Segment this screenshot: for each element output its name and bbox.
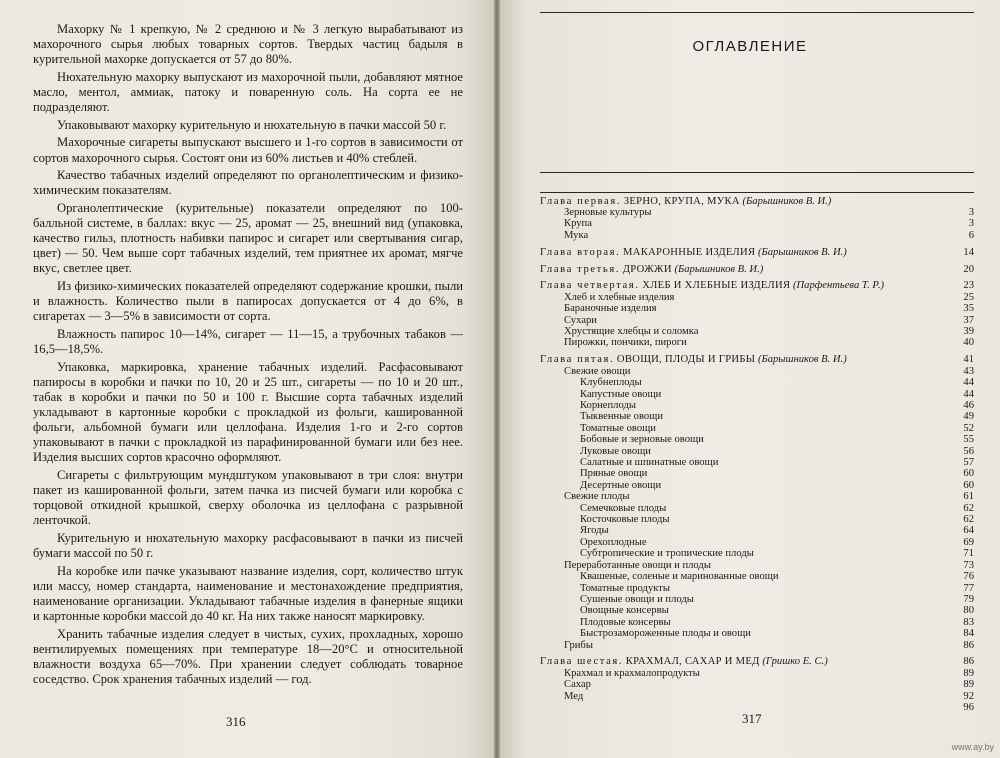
body-paragraph: Органолептические (курительные) показатели определяют по 100-балльной системе, в баллах: вкус — 25, аромат — 25, внешний вид (упаковка, качество гильз, плотность набивки папирос и сигарет или свертывания сигар, цвет) — 50. Чем выше сорт табачных изделий, тем приятнее их аромат, мягче вкус, светлее цвет. bbox=[33, 201, 463, 276]
toc-page-number: 60 bbox=[963, 468, 974, 480]
toc-page-number: 37 bbox=[963, 314, 974, 326]
toc-entry-text: Сахар bbox=[564, 679, 591, 691]
body-paragraph: Нюхательную махорку выпускают из махорочной пыли, добавляют мятное масло, ментол, аммиак, патоку и поваренную соль. На сорта ее не подразделяют. bbox=[33, 69, 463, 115]
toc-entry bbox=[540, 605, 974, 616]
right-page bbox=[500, 0, 1000, 758]
toc-entry bbox=[540, 468, 974, 479]
toc-entry bbox=[540, 400, 974, 411]
toc-page-number: 86 bbox=[963, 656, 974, 668]
toc-chapter-author: (Гришко Е. С.) bbox=[762, 656, 828, 668]
toc-page-number: 14 bbox=[963, 246, 974, 258]
toc-chapter-title: ОВОЩИ, ПЛОДЫ И ГРИБЫ bbox=[616, 354, 756, 366]
toc-entry-text: Капустные овощи bbox=[580, 388, 662, 400]
toc-entry bbox=[540, 548, 974, 559]
page-number-left: 316 bbox=[226, 714, 246, 729]
toc-entry-text: Пряные овощи bbox=[580, 468, 648, 480]
toc-entry bbox=[540, 434, 974, 445]
toc-entry bbox=[540, 571, 974, 582]
body-paragraph: Хранить табачные изделия следует в чистых, сухих, прохладных, хорошо вентилируемых помещениях при температуре 18—20°С и относительной влажности воздуха 65—70%. При хранении следует соблюдать товарное соседство. Срок хранения табачных изделий — год. bbox=[33, 626, 463, 686]
toc-page-number: 60 bbox=[963, 479, 974, 491]
toc-entry-text: Плодовые консервы bbox=[580, 616, 671, 628]
toc-page-number: 76 bbox=[963, 571, 974, 583]
toc-chapter bbox=[540, 264, 974, 275]
toc-page-number: 43 bbox=[963, 365, 974, 377]
toc-page-number: 96 bbox=[963, 702, 974, 714]
toc-entry bbox=[540, 292, 974, 303]
toc-chapter-author: (Парфентьева Т. Р.) bbox=[793, 280, 885, 292]
toc-entry bbox=[540, 411, 974, 422]
toc-page-number: 44 bbox=[963, 377, 974, 389]
toc-chapter-label: Глава четвертая. bbox=[540, 280, 640, 292]
toc-chapter-author: (Барышников В. И.) bbox=[742, 195, 832, 207]
toc-entry bbox=[540, 583, 974, 594]
toc-chapter-author: (Барышников В. И.) bbox=[674, 263, 764, 275]
toc-entry-text: Хрустящие хлебцы и соломка bbox=[564, 326, 699, 338]
toc-chapter bbox=[540, 196, 974, 207]
toc-entry bbox=[540, 207, 974, 218]
toc-entry-text: Субтропические и тропические плоды bbox=[580, 548, 754, 560]
toc-entry bbox=[540, 446, 974, 457]
toc-entry-text: Квашеные, соленые и маринованные овощи bbox=[580, 571, 779, 583]
toc-entry bbox=[540, 525, 974, 536]
toc-entry-text bbox=[540, 656, 828, 667]
toc-page-number: 20 bbox=[963, 263, 974, 275]
toc-entry-text: Хлеб и хлебные изделия bbox=[564, 291, 675, 303]
toc-chapter-label: Глава шестая. bbox=[540, 656, 624, 668]
toc-chapter-title: ХЛЕБ И ХЛЕБНЫЕ ИЗДЕЛИЯ bbox=[642, 280, 791, 292]
toc-entry-text: Зерновые культуры bbox=[564, 206, 652, 218]
toc-list bbox=[540, 190, 974, 713]
toc-page-number: 77 bbox=[963, 582, 974, 594]
toc-entry-text: Пирожки, пончики, пироги bbox=[564, 337, 687, 349]
toc-entry-text: Корнеплоды bbox=[580, 400, 636, 411]
toc-entry-text: Бобовые и зерновые овощи bbox=[580, 434, 704, 446]
toc-entry bbox=[540, 218, 974, 229]
toc-page-number: 57 bbox=[963, 457, 974, 469]
body-paragraph: Из физико-химических показателей определяют содержание крошки, пыли и влажность. Количество пыли в папиросах допускается от 4 до 6%, в сигаретах — 3—5% в зависимости от сорта. bbox=[33, 279, 463, 324]
toc-page-number bbox=[956, 196, 974, 207]
toc-page-number: 55 bbox=[963, 434, 974, 446]
toc-entry-text bbox=[540, 354, 847, 365]
toc-page-number: 44 bbox=[963, 388, 974, 400]
toc-page-number: 39 bbox=[963, 326, 974, 338]
toc-page-number: 40 bbox=[963, 337, 974, 349]
toc-entry-text: Мед bbox=[564, 690, 584, 702]
toc-rule-upper bbox=[540, 172, 974, 173]
toc-page-number: 46 bbox=[963, 400, 974, 411]
toc-entry-text bbox=[540, 280, 884, 291]
body-paragraph: На коробке или пачке указывают название изделия, сорт, количество штук или массу, номер стандарта, наименование и местонахождение предприятия, наименование организации. Укладывают табачные изделия в фанерные ящики и картонные коробки массой до 40 кг. На них также наносят маркировку. bbox=[33, 563, 463, 623]
toc-page-number: 49 bbox=[963, 411, 974, 423]
toc-entry-text: Овощные консервы bbox=[580, 605, 669, 617]
toc-page-number: 62 bbox=[963, 502, 974, 514]
toc-entry bbox=[540, 617, 974, 628]
toc-entry-text: Семечковые плоды bbox=[580, 502, 667, 514]
toc-entry bbox=[540, 594, 974, 605]
toc-chapter-title: МАКАРОННЫЕ ИЗДЕЛИЯ bbox=[623, 246, 756, 258]
toc-entry-text: Тыквенные овощи bbox=[580, 411, 664, 423]
toc-entry bbox=[540, 503, 974, 514]
toc-chapter-author: (Барышников В. И.) bbox=[757, 354, 847, 366]
toc-entry bbox=[540, 537, 974, 548]
toc-chapter bbox=[540, 280, 974, 291]
toc-entry bbox=[540, 366, 974, 377]
top-rule bbox=[540, 12, 974, 13]
toc-page-number: 89 bbox=[963, 679, 974, 691]
body-text bbox=[33, 22, 463, 690]
toc-entry-text: Крупа bbox=[564, 218, 592, 230]
toc-entry-text bbox=[540, 247, 847, 258]
body-paragraph: Упаковка, маркировка, хранение табачных изделий. Расфасовывают папиросы в коробки и пачки по 10, 20 и 25 шт., сигареты — по 10 и 20 шт., табак в коробки и пачки по 50 и 100 г. Высшие сорта табачных изделий укладывают в картонные коробки с прокладкой из фольги, кашированной фольги, альбомной бумаги или целлофана. Изделия 1-го и 2-го сортов упаковывают в пачки с прокладкой из парафинированной бумаги или без нее. Изделия высших сортов красочно оформляют. bbox=[33, 359, 463, 465]
toc-page-number: 71 bbox=[963, 548, 974, 560]
toc-entry-text: Томатные овощи bbox=[580, 422, 656, 434]
toc-entry bbox=[540, 628, 974, 639]
toc-entry bbox=[540, 377, 974, 388]
body-paragraph: Курительную и нюхательную махорку расфасовывают в пачки из писчей бумаги массой по 50 г. bbox=[33, 530, 463, 561]
toc-page-number: 6 bbox=[968, 229, 974, 241]
toc-title: ОГЛАВЛЕНИЕ bbox=[692, 38, 808, 55]
toc-entry-text bbox=[540, 196, 831, 207]
toc-entry-text: Свежие плоды bbox=[564, 491, 630, 503]
toc-chapter-label: Глава пятая. bbox=[540, 354, 615, 366]
toc-page-number: 25 bbox=[963, 291, 974, 303]
body-paragraph: Упаковывают махорку курительную и нюхательную в пачки массой 50 г. bbox=[57, 117, 447, 132]
toc-entry-text: Салатные и шпинатные овощи bbox=[580, 457, 719, 469]
toc-entry bbox=[540, 691, 974, 702]
toc-entry-text: Крахмал и крахмалопродукты bbox=[564, 667, 700, 679]
toc-entry-text: Сушеные овощи и плоды bbox=[580, 593, 694, 605]
toc-entry-text: Луковые овощи bbox=[580, 445, 651, 457]
toc-page-number: 56 bbox=[963, 445, 974, 457]
toc-entry-text bbox=[540, 264, 763, 275]
toc-page-number: 3 bbox=[968, 206, 974, 218]
toc-chapter bbox=[540, 247, 974, 258]
toc-page-number: 23 bbox=[963, 280, 974, 292]
toc-entry bbox=[540, 423, 974, 434]
toc-entry-text: Мука bbox=[564, 229, 589, 241]
toc-entry-text: Быстрозамороженные плоды и овощи bbox=[580, 628, 751, 640]
toc-chapter-title: КРАХМАЛ, САХАР И МЕД bbox=[625, 656, 760, 668]
toc-chapter-title: ЗЕРНО, КРУПА, МУКА bbox=[623, 195, 740, 207]
toc-page-number: 64 bbox=[963, 525, 974, 537]
toc-entry-text: Бараночные изделия bbox=[564, 303, 657, 315]
toc-page-number: 83 bbox=[963, 616, 974, 628]
toc-entry-text: Десертные овощи bbox=[580, 479, 662, 491]
toc-page-number: 92 bbox=[963, 690, 974, 702]
toc-entry-text: Клубнеплоды bbox=[580, 377, 642, 389]
toc-entry bbox=[540, 480, 974, 491]
toc-page-number: 41 bbox=[963, 354, 974, 366]
toc-chapter-label: Глава вторая. bbox=[540, 246, 621, 258]
toc-entry bbox=[540, 491, 974, 502]
toc-chapter-author: (Барышников В. И.) bbox=[757, 246, 847, 258]
toc-entry-text: Сухари bbox=[564, 314, 597, 326]
toc-entry-text: Томатные продукты bbox=[580, 582, 670, 594]
toc-entry bbox=[540, 326, 974, 337]
toc-entry bbox=[540, 457, 974, 468]
toc-page-number: 35 bbox=[963, 303, 974, 315]
toc-page-number: 69 bbox=[963, 536, 974, 548]
toc-entry-text: Ягоды bbox=[580, 525, 609, 537]
toc-entry bbox=[540, 230, 974, 241]
toc-entry-text: Косточковые плоды bbox=[580, 514, 670, 526]
body-paragraph: Влажность папирос 10—14%, сигарет — 11—15, а трубочных табаков — 16,5—18,5%. bbox=[33, 326, 463, 357]
toc-page-number: 89 bbox=[963, 667, 974, 679]
toc-entry bbox=[540, 337, 974, 348]
toc-entry bbox=[540, 389, 974, 400]
toc-entry bbox=[540, 560, 974, 571]
toc-entry bbox=[540, 315, 974, 326]
body-paragraph: Качество табачных изделий определяют по органолептическим и физико-химическим показателям. bbox=[33, 168, 463, 198]
toc-chapter-label: Глава третья. bbox=[540, 263, 621, 275]
body-paragraph: Махорочные сигареты выпускают высшего и 1-го сортов в зависимости от сортов махорочного сырья. Состоят они из 60% листьев и 40% стеблей. bbox=[33, 135, 463, 165]
page-number-right: 317 bbox=[742, 711, 762, 726]
toc-page-number: 61 bbox=[963, 491, 974, 503]
toc-entry-text: Переработанные овощи и плоды bbox=[564, 559, 711, 571]
toc-page-number: 73 bbox=[963, 559, 974, 571]
toc-entry-text: Орехоплодные bbox=[580, 536, 647, 548]
toc-page-number: 62 bbox=[963, 514, 974, 526]
toc-chapter-label: Глава первая. bbox=[540, 195, 622, 207]
toc-page-number: 86 bbox=[963, 639, 974, 651]
toc-page-number: 79 bbox=[963, 593, 974, 605]
toc-entry bbox=[540, 514, 974, 525]
left-page bbox=[0, 0, 494, 758]
body-paragraph: Махорку № 1 крепкую, № 2 среднюю и № 3 легкую вырабатывают из махорочного сырья любых товарных сортов. Твердых частиц бадыля в курительной махорке допускается от 57 до 80%. bbox=[33, 22, 463, 67]
toc-entry bbox=[540, 668, 974, 679]
toc-chapter bbox=[540, 354, 974, 365]
toc-page-number: 84 bbox=[963, 628, 974, 640]
toc-page-number: 3 bbox=[968, 218, 974, 230]
toc-page-number: 80 bbox=[963, 605, 974, 617]
toc-entry-text: Свежие овощи bbox=[564, 365, 631, 377]
body-paragraph: Сигареты с фильтрующим мундштуком упаковывают в три слоя: внутри пакет из кашированной фольги, затем пачка из писчей бумаги или коробка с торцовой откидной крышкой, сверху оболочка из целлофана с разрывной ленточкой. bbox=[33, 467, 463, 528]
toc-chapter-title: ДРОЖЖИ bbox=[622, 263, 672, 275]
toc-chapter bbox=[540, 656, 974, 667]
watermark: www.ay.by bbox=[951, 742, 994, 752]
toc-entry bbox=[540, 303, 974, 314]
toc-entry bbox=[540, 679, 974, 690]
toc-entry bbox=[540, 640, 974, 651]
toc-entry-text: Грибы bbox=[564, 639, 593, 651]
toc-page-number: 52 bbox=[963, 422, 974, 434]
